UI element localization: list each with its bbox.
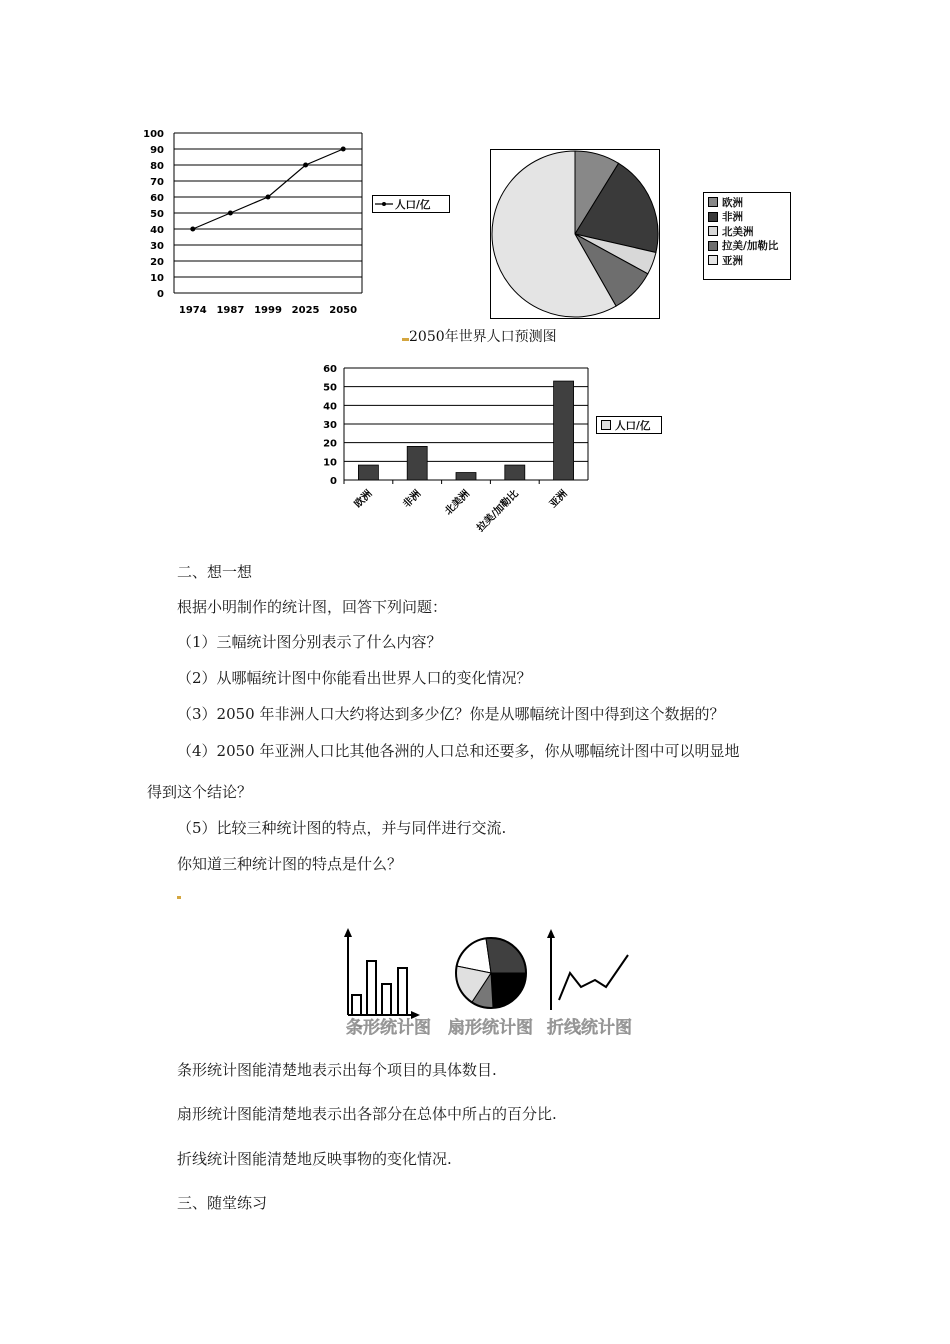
bar-chart-icon (344, 928, 420, 1019)
line-legend-label: 人口/亿 (395, 198, 431, 211)
line-chart (140, 125, 380, 320)
question-2: （2）从哪幅统计图中你能看出世界人口的变化情况？ (177, 669, 532, 687)
pie-legend-label: 北美洲 (722, 225, 754, 238)
bar-rect (358, 465, 378, 480)
pie-legend-swatch (708, 241, 718, 251)
feature-line: 折线统计图能清楚地反映事物的变化情况. (177, 1150, 452, 1168)
pie-chart-legend (703, 192, 791, 280)
line-ytick-label: 70 (150, 177, 164, 188)
bar-xtick-label: 非洲 (401, 488, 424, 511)
question-4-line2: 得到这个结论？ (147, 783, 253, 801)
pie-legend-label: 欧洲 (722, 196, 743, 209)
bar-ytick-label: 60 (323, 364, 337, 375)
line-legend-marker (373, 199, 395, 209)
line-point (266, 195, 271, 200)
bar-xtick-label: 亚洲 (547, 488, 570, 511)
line-point (228, 211, 233, 216)
bar-xtick-label: 北美洲 (443, 488, 473, 518)
pie-chart-icon (456, 938, 526, 1008)
pie-legend-item (704, 253, 790, 268)
bar-rect (456, 473, 476, 480)
pie-legend-swatch (708, 255, 718, 265)
bar-rect (505, 465, 525, 480)
line-xtick-label: 2025 (291, 305, 320, 316)
pie-chart-caption: 2050年世界人口预测图 (402, 326, 557, 346)
line-xtick-label: 1999 (254, 305, 282, 316)
section2-prompt: 你知道三种统计图的特点是什么？ (177, 855, 403, 873)
pie-legend-swatch (708, 197, 718, 207)
question-3: （3）2050 年非洲人口大约将达到多少亿？你是从哪幅统计图中得到这个数据的？ (177, 705, 725, 723)
pie-chart (491, 150, 659, 318)
line-ytick-label: 50 (150, 209, 164, 220)
illustration-label-bar: 条形统计图 (346, 1018, 431, 1038)
bar-ytick-label: 40 (323, 401, 337, 413)
pie-legend-swatch (708, 212, 718, 222)
bar-ytick-label: 10 (323, 457, 337, 469)
pie-legend-item (704, 224, 790, 239)
pie-legend-label: 拉美/加勒比 (722, 240, 779, 253)
line-ytick-label: 100 (143, 129, 164, 140)
bar-legend-label: 人口/亿 (615, 419, 651, 432)
line-ytick-label: 30 (150, 241, 164, 252)
line-xtick-label: 1974 (178, 305, 207, 316)
bar-rect (554, 381, 574, 480)
question-4-line1: （4）2050 年亚洲人口比其他各洲的人口总和还要多，你从哪幅统计图中可以明显地 (177, 742, 740, 760)
bar-chart-legend (596, 416, 662, 434)
bar-ytick-label: 30 (323, 420, 337, 431)
section2-intro: 根据小明制作的统计图，回答下列问题： (177, 598, 448, 616)
pie-legend-label: 非洲 (722, 211, 743, 224)
bar-xtick-label: 欧洲 (352, 488, 375, 511)
bar-rect (407, 446, 427, 480)
section2-heading: 二、想一想 (177, 563, 253, 581)
line-chart-icon (547, 929, 628, 1010)
section3-heading: 三、随堂练习 (177, 1194, 268, 1212)
line-series (193, 149, 343, 229)
feature-bar: 条形统计图能清楚地表示出每个项目的具体数目. (177, 1061, 497, 1079)
bar-ytick-label: 50 (323, 382, 337, 394)
pie-legend-swatch (708, 226, 718, 236)
line-ytick-label: 90 (150, 145, 164, 156)
bar-ytick-label: 20 (323, 438, 337, 450)
chart-types-illustration (338, 925, 648, 1043)
line-ytick-label: 80 (150, 161, 164, 172)
question-5: （5）比较三种统计图的特点，并与同伴进行交流. (177, 819, 507, 837)
line-xtick-label: 1987 (216, 305, 245, 316)
bar-ytick-label: 0 (330, 476, 337, 487)
pie-legend-item (704, 239, 790, 254)
line-ytick-label: 40 (150, 225, 164, 236)
illustration-label-line: 折线统计图 (547, 1018, 632, 1038)
line-point (190, 227, 195, 232)
line-point (341, 147, 346, 152)
question-1: （1）三幅统计图分别表示了什么内容？ (177, 633, 442, 651)
feature-pie: 扇形统计图能清楚地表示出各部分在总体中所占的百分比. (177, 1105, 557, 1123)
line-point (303, 163, 308, 168)
line-ytick-label: 60 (150, 193, 164, 204)
marker-dot (177, 896, 181, 899)
bar-legend-swatch (601, 420, 611, 430)
illustration-label-pie: 扇形统计图 (448, 1018, 533, 1038)
line-ytick-label: 0 (157, 289, 164, 300)
pie-legend-item (704, 195, 790, 210)
bar-chart (310, 360, 600, 555)
line-chart-legend (372, 195, 450, 213)
marker-dot (402, 338, 409, 341)
line-ytick-label: 10 (150, 273, 164, 284)
pie-legend-label: 亚洲 (722, 254, 743, 267)
line-ytick-label: 20 (150, 257, 164, 268)
line-xtick-label: 2050 (329, 305, 358, 316)
bar-xtick-label: 拉美/加勒比 (475, 488, 521, 535)
pie-legend-item (704, 210, 790, 225)
